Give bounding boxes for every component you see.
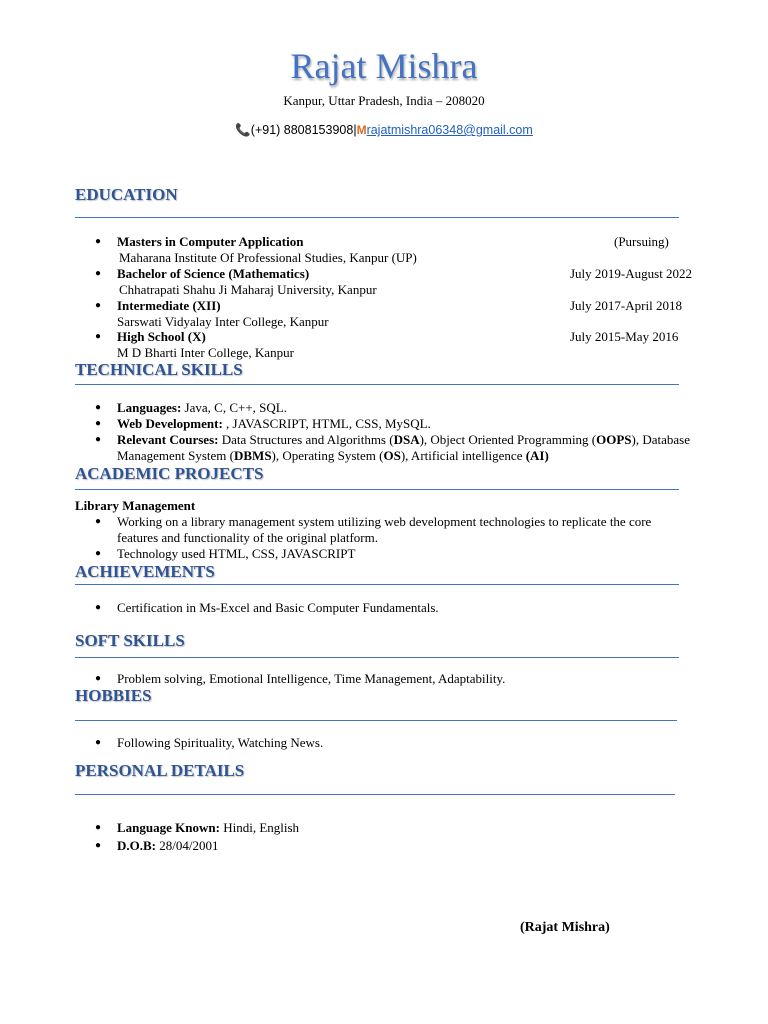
phone-icon: 📞 [235,123,251,137]
project-description: Working on a library management system utilizing web development technologies to replicate the core [117,514,652,529]
education-date-4: July 2015-May 2016 [570,329,679,344]
section-title-education: EDUCATION [75,185,178,204]
bullet-icon: ● [95,402,102,413]
courses-text: Data Structures and Algorithms ( [218,432,394,447]
degree-label: Masters in Computer Application [117,234,304,249]
language-label: Language Known: [117,820,220,835]
section-title-technical-skills: TECHNICAL SKILLS [75,360,243,379]
skills-languages [95,400,287,416]
bullet-icon: ● [95,602,102,613]
mail-icon: M [356,123,367,137]
section-title-achievements: ACHIEVEMENTS [75,562,215,581]
courses-text: ) [544,448,549,463]
bullet-icon: ● [95,548,102,559]
institution-1: Maharana Institute Of Professional Studies, Kanpur (UP) [119,250,417,265]
section-divider [75,384,679,385]
bullet-icon: ● [95,418,102,429]
section-divider [75,489,679,490]
degree-label: Intermediate (XII) [117,298,221,313]
webdev-value: , JAVASCRIPT, HTML, CSS, MySQL. [222,416,431,431]
courses-text: ), Artificial intelligence [400,448,526,463]
section-title-hobbies: HOBBIES [75,686,152,705]
dob-label: D.O.B: [117,838,156,853]
institution-3: Sarswati Vidyalay Inter College, Kanpur [117,314,329,329]
section-divider [75,584,679,585]
bullet-icon: ● [95,236,102,247]
education-item-2 [95,266,310,282]
webdev-label: Web Development: [117,416,223,431]
bullet-icon: ● [95,737,102,748]
education-item-1 [95,234,304,250]
section-divider [75,657,679,658]
languages-value: Java, C, C++, SQL. [181,400,287,415]
achievement-text: Certification in Ms-Excel and Basic Computer Fundamentals. [117,600,439,615]
signature-name: (Rajat Mishra) [520,920,610,935]
degree-label: High School (X) [117,329,206,344]
hobbies-item [95,735,324,751]
section-title-personal-details: PERSONAL DETAILS [75,761,245,780]
bullet-icon: ● [95,840,102,851]
education-item-4 [95,329,206,345]
skills-relevant-courses [95,432,717,464]
course-abbr: (AI [525,448,545,463]
phone-number: (+91) 8808153908 [250,123,354,137]
bullet-icon: ● [95,516,102,527]
degree-label: Bachelor of Science (Mathematics) [117,266,310,281]
language-value: Hindi, English [219,820,300,835]
section-divider [75,794,675,795]
skills-web-development [95,416,431,432]
institution-2: Chhatrapati Shahu Ji Maharaj University, Kanpur [119,282,377,297]
course-abbr: OS [383,448,401,463]
bullet-icon: ● [95,822,102,833]
bullet-icon: ● [95,268,102,279]
bullet-icon: ● [95,673,102,684]
project-point-2 [95,546,356,562]
email-link[interactable]: rajatmishra06348@gmail.com [366,123,533,137]
project-description: features and functionality of the original platform. [117,530,378,545]
section-divider [75,720,677,721]
dob-value: 28/04/2001 [156,838,219,853]
courses-text: ), Database [631,432,691,447]
soft-skills-text: Problem solving, Emotional Intelligence, Time Management, Adaptability. [117,671,506,686]
address: Kanpur, Uttar Pradesh, India – 208020 [283,93,485,108]
contact-line [0,121,768,139]
education-date-2: July 2019-August 2022 [570,266,693,281]
bullet-icon: ● [95,300,102,311]
contact-separator: | [353,123,357,137]
soft-skills-item [95,671,506,687]
courses-text: ), Operating System ( [271,448,384,463]
project-title: Library Management [75,498,196,513]
course-abbr: OOPS [596,432,632,447]
course-abbr: DSA [393,432,420,447]
achievement-item [95,600,439,616]
project-technology: Technology used HTML, CSS, JAVASCRIPT [117,546,356,561]
bullet-icon: ● [95,434,102,445]
education-date-1: (Pursuing) [614,234,669,249]
project-name [75,498,195,514]
institution-4: M D Bharti Inter College, Kanpur [117,345,294,360]
courses-label: Relevant Courses: [117,432,219,447]
personal-dob [95,838,219,854]
candidate-name: Rajat Mishra [290,46,478,86]
project-point-1 [95,514,677,546]
languages-label: Languages: [117,400,182,415]
hobbies-text: Following Spirituality, Watching News. [117,735,324,750]
courses-text: ), Object Oriented Programming ( [419,432,597,447]
course-abbr: DBMS [233,448,272,463]
education-item-3 [95,298,221,314]
courses-text: Management System ( [117,448,234,463]
personal-language [95,820,300,836]
section-divider [75,217,679,218]
bullet-icon: ● [95,331,102,342]
section-title-academic-projects: ACADEMIC PROJECTS [75,464,264,483]
section-title-soft-skills: SOFT SKILLS [75,631,185,650]
education-date-3: July 2017-April 2018 [570,298,682,313]
